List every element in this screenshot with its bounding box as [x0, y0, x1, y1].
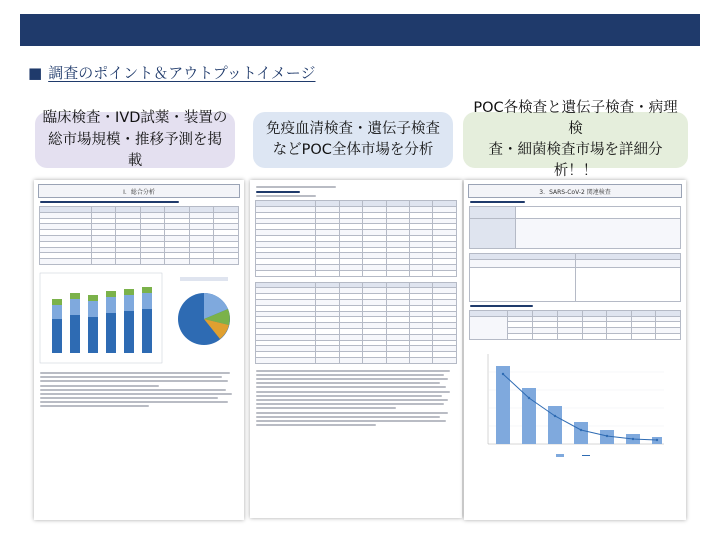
feature-callout-3 — [463, 99, 688, 180]
report-page-2-section-line — [256, 191, 456, 197]
feature-callout-2-line2: などPOC全体市場を分析 — [272, 142, 434, 158]
report-page-3-forecast-table — [469, 310, 681, 340]
report-page-preview-1 — [34, 180, 244, 520]
feature-callout-1-line1: 臨床検査・IVD試薬・装置の — [42, 110, 228, 127]
stacked-bar-chart-thumbnail — [52, 287, 152, 353]
report-page-preview-2 — [250, 180, 462, 518]
report-page-2-body-text — [256, 370, 456, 426]
top-banner — [20, 14, 700, 46]
pie-chart-thumbnail — [178, 277, 230, 345]
report-page-2-table-2 — [255, 282, 457, 364]
feature-callout-1-line2: 総市場規模・推移予測を掲載 — [48, 131, 222, 169]
square-bullet-icon: ■ — [28, 64, 43, 82]
section-heading-text: 調査のポイント＆アウトプットイメージ — [48, 64, 316, 82]
feature-callout-2-line1: 免疫血清検査・遺伝子検査 — [266, 120, 440, 137]
feature-callout-3-line2: 査・細菌検査市場を詳細分析！！ — [488, 142, 663, 180]
report-page-1-title: Ⅰ．総合分析 — [38, 184, 240, 198]
report-page-3-title: 3．SARS-CoV-2 関連検査 — [468, 184, 682, 198]
feature-callout-2 — [253, 112, 453, 168]
feature-callout-1 — [35, 112, 235, 168]
section-heading — [28, 62, 316, 83]
report-page-3-overview-table — [469, 206, 681, 249]
report-page-1-charts — [34, 269, 244, 369]
report-page-3-section-line-1 — [470, 201, 680, 203]
report-page-1-heading-line — [40, 201, 238, 203]
report-page-2-table-1 — [255, 200, 457, 276]
feature-callout-3-line1: POC各検査と遺伝子検査・病理検 — [473, 99, 678, 137]
report-page-3-bar-line-chart — [464, 344, 686, 464]
report-page-3-section-line-2 — [470, 305, 680, 307]
report-page-1-table — [39, 206, 239, 265]
report-page-3-compare-table — [469, 253, 681, 302]
report-page-1-body-text — [40, 372, 238, 408]
report-page-preview-3 — [464, 180, 686, 520]
report-page-2-header-line — [256, 186, 456, 188]
